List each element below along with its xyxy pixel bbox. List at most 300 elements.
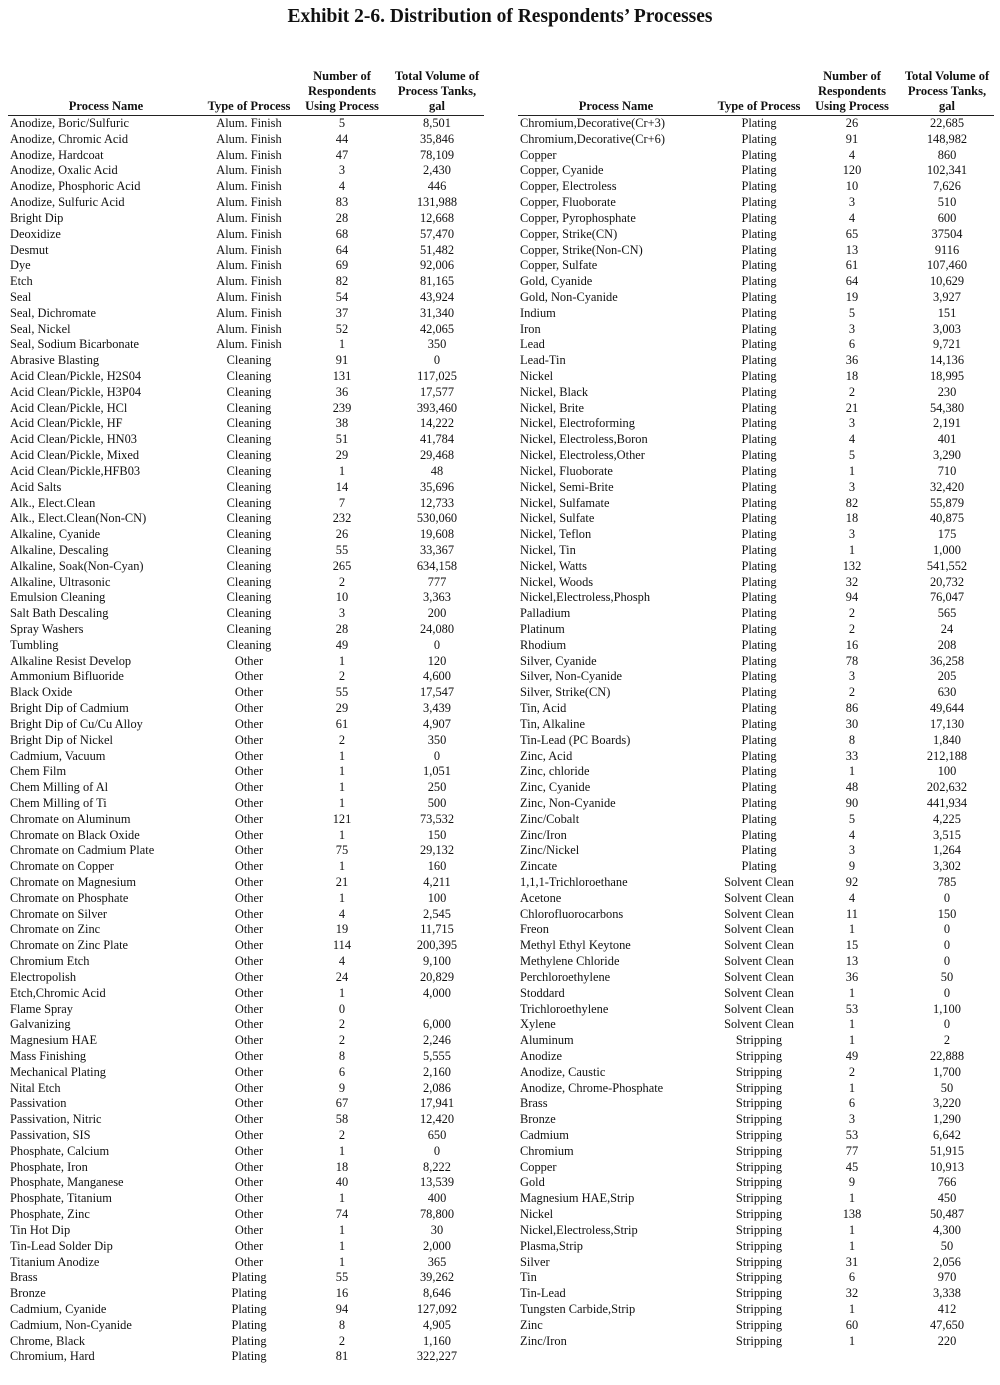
respondents-count-cell: 4 (848, 147, 856, 162)
respondents-count-cell: 58 (335, 1112, 349, 1127)
tank-volume-cell: 30 (430, 1222, 444, 1237)
respondents-count-cell: 2 (338, 732, 346, 747)
process-name-cell: Nickel (520, 369, 554, 383)
process-name-cell: Black Oxide (10, 685, 73, 700)
respondents-count-cell: 10 (335, 590, 349, 605)
tank-volume-cell: 55,879 (929, 495, 965, 510)
respondents-count-cell: 1 (338, 463, 346, 478)
process-name-cell: Nickel, Tin (520, 542, 576, 557)
table-row (8, 179, 484, 195)
respondents-count-cell: 4 (338, 906, 346, 921)
table-row (518, 543, 994, 559)
tank-volume-cell: 4,300 (933, 1222, 961, 1237)
table-row (8, 938, 484, 954)
process-name-cell: Copper (520, 147, 557, 162)
tank-volume-cell: 9,100 (423, 954, 451, 969)
process-type-cell: Other (234, 653, 264, 668)
table-row (8, 1349, 484, 1365)
respondents-count-cell: 4 (848, 210, 856, 225)
respondents-count-cell: 5 (338, 116, 346, 130)
process-name-cell: Acid Salts (10, 479, 62, 494)
table-row (8, 717, 484, 733)
process-name-cell: Nickel, Electroless,Other (520, 448, 645, 463)
col-header-volume: Total Volume of Process Tanks, gal (900, 66, 994, 116)
table-row (8, 907, 484, 923)
respondents-count-cell: 1 (338, 1254, 346, 1269)
process-name-cell: Bright Dip of Cadmium (10, 701, 129, 716)
table-row (8, 1002, 484, 1018)
process-table-right (518, 66, 994, 1349)
respondents-count-cell: 6 (848, 1270, 856, 1285)
respondents-count-cell: 61 (845, 258, 859, 273)
process-name-cell: Chromium, Hard (10, 1349, 95, 1364)
process-name-cell: Mass Finishing (10, 1048, 87, 1063)
tank-volume-cell: 17,941 (419, 1096, 455, 1111)
table-row (518, 432, 994, 448)
respondents-count-cell: 1 (848, 463, 856, 478)
tank-volume-cell: 32,420 (929, 479, 965, 494)
tank-volume-cell: 6,642 (933, 1128, 961, 1142)
tank-volume-cell: 3,338 (933, 1286, 961, 1301)
table-row (8, 891, 484, 907)
tank-volume-cell: 13,539 (419, 1175, 455, 1190)
tank-volume-cell: 9,721 (933, 337, 961, 352)
process-name-cell: Seal, Nickel (10, 321, 71, 336)
process-type-cell: Cleaning (226, 479, 272, 494)
process-type-cell: Solvent Clean (724, 1001, 794, 1016)
respondents-count-cell: 74 (335, 1207, 349, 1222)
process-type-cell: Stripping (735, 1048, 783, 1063)
process-type-cell: Plating (741, 226, 777, 241)
respondents-count-cell: 3 (338, 606, 346, 621)
process-name-cell: Cadmium (520, 1128, 569, 1142)
respondents-count-cell: 32 (845, 1286, 859, 1301)
process-type-cell: Cleaning (226, 527, 272, 542)
tank-volume-cell: 785 (937, 875, 957, 889)
table-row (8, 859, 484, 875)
table-row (8, 1096, 484, 1112)
tank-volume-cell: 3,302 (933, 859, 961, 874)
table-row (518, 922, 994, 938)
respondents-count-cell: 1 (338, 748, 346, 763)
table-row (518, 1302, 994, 1318)
tank-volume-cell: 50 (940, 969, 954, 984)
tank-volume-cell: 43,924 (419, 289, 455, 304)
process-type-cell: Alum. Finish (216, 210, 282, 225)
process-type-cell: Plating (741, 511, 777, 526)
process-type-cell: Other (234, 669, 264, 684)
respondents-count-cell: 120 (842, 163, 862, 178)
table-row (518, 622, 994, 638)
process-name-cell: 1,1,1-Trichloroethane (520, 875, 628, 889)
table-row (8, 1112, 484, 1128)
table-row (8, 954, 484, 970)
process-type-cell: Plating (741, 843, 777, 858)
respondents-count-cell: 3 (848, 527, 856, 542)
table-row (518, 938, 994, 954)
respondents-count-cell: 2 (338, 669, 346, 684)
table-row (518, 1318, 994, 1334)
tank-volume-cell: 50,487 (929, 1207, 965, 1222)
table-row (518, 828, 994, 844)
tank-volume-cell: 51,915 (929, 1143, 965, 1158)
table-row (8, 385, 484, 401)
process-name-cell: Acetone (520, 890, 562, 905)
tank-volume-cell: 200 (427, 606, 447, 621)
process-name-cell: Passivation, SIS (10, 1128, 91, 1142)
process-name-cell: Alkaline, Cyanide (10, 527, 101, 542)
tank-volume-cell: 3,003 (933, 321, 961, 336)
tank-volume-cell: 7,626 (933, 179, 961, 194)
table-row (8, 1286, 484, 1302)
respondents-count-cell: 26 (845, 116, 859, 130)
process-type-cell: Plating (741, 384, 777, 399)
process-name-cell: Phosphate, Iron (10, 1159, 88, 1174)
tank-volume-cell: 350 (427, 337, 447, 352)
process-type-cell: Plating (741, 622, 777, 636)
respondents-count-cell: 36 (845, 969, 859, 984)
process-type-cell: Solvent Clean (724, 922, 794, 937)
tank-volume-cell: 4,600 (423, 669, 451, 684)
process-name-cell: Acid Clean/Pickle, H2S04 (10, 369, 142, 383)
tank-volume-cell: 777 (427, 574, 447, 589)
respondents-count-cell: 131 (332, 369, 352, 383)
tank-volume-cell: 81,165 (419, 274, 455, 289)
respondents-count-cell: 2 (848, 685, 856, 700)
process-type-cell: Other (234, 1175, 264, 1190)
respondents-count-cell: 75 (335, 843, 349, 858)
process-type-cell: Cleaning (226, 495, 272, 510)
process-type-cell: Other (234, 811, 264, 826)
process-name-cell: Zinc, Acid (520, 748, 573, 763)
table-row (518, 1255, 994, 1271)
tank-volume-cell: 175 (937, 527, 957, 542)
respondents-count-cell: 1 (848, 1238, 856, 1253)
process-type-cell: Plating (741, 764, 777, 779)
process-type-cell: Other (234, 1064, 264, 1079)
process-name-cell: Gold, Non-Cyanide (520, 289, 618, 304)
process-type-cell: Solvent Clean (724, 954, 794, 969)
process-name-cell: Chromate on Copper (10, 859, 114, 874)
process-name-cell: Nickel, Sulfamate (520, 495, 610, 510)
respondents-count-cell: 26 (335, 527, 349, 542)
tank-volume-cell: 441,934 (926, 795, 968, 810)
process-name-cell: Xylene (520, 1017, 556, 1032)
tank-volume-cell: 22,888 (929, 1048, 965, 1063)
tank-volume-cell: 14,136 (929, 353, 965, 368)
process-name-cell: Chem Film (10, 764, 67, 779)
process-name-cell: Brass (10, 1270, 38, 1285)
table-row (8, 1128, 484, 1144)
table-row (8, 258, 484, 274)
process-name-cell: Passivation (10, 1096, 67, 1111)
process-name-cell: Copper, Strike(CN) (520, 226, 618, 241)
respondents-count-cell: 36 (335, 384, 349, 399)
table-row (518, 211, 994, 227)
process-type-cell: Cleaning (226, 432, 272, 447)
process-name-cell: Tin (520, 1270, 537, 1285)
process-name-cell: Acid Clean/Pickle,HFB03 (10, 463, 141, 478)
table-row (518, 1239, 994, 1255)
process-name-cell: Anodize (520, 1048, 562, 1063)
process-name-cell: Tin, Acid (520, 701, 567, 716)
tank-volume-cell: 102,341 (926, 163, 968, 178)
respondents-count-cell: 24 (335, 969, 349, 984)
process-name-cell: Nickel, Woods (520, 574, 594, 589)
process-type-cell: Other (234, 1033, 264, 1048)
respondents-count-cell: 60 (845, 1317, 859, 1332)
process-type-cell: Plating (741, 289, 777, 304)
tank-volume-cell: 29,468 (419, 448, 455, 463)
process-name-cell: Acid Clean/Pickle, HN03 (10, 432, 137, 447)
process-type-cell: Plating (741, 448, 777, 463)
tank-volume-cell: 35,846 (419, 131, 455, 146)
process-type-cell: Plating (741, 305, 777, 320)
tank-volume-cell: 400 (427, 1191, 447, 1206)
respondents-count-cell: 1 (338, 1222, 346, 1237)
table-row (518, 638, 994, 654)
tank-volume-cell: 230 (937, 384, 957, 399)
process-type-cell: Solvent Clean (724, 890, 794, 905)
tank-volume-cell: 2,545 (423, 906, 451, 921)
process-type-cell: Plating (741, 637, 777, 652)
process-type-cell: Cleaning (226, 400, 272, 415)
process-type-cell: Plating (741, 590, 777, 605)
table-row (8, 986, 484, 1002)
tank-volume-cell: 14,222 (419, 416, 455, 431)
tank-volume-cell: 100 (427, 890, 447, 905)
process-name-cell: Nickel, Electroforming (520, 416, 635, 431)
process-name-cell: Methylene Chloride (520, 954, 620, 969)
respondents-count-cell: 2 (338, 1033, 346, 1048)
process-type-cell: Other (234, 795, 264, 810)
table-row (8, 401, 484, 417)
respondents-count-cell: 86 (845, 701, 859, 716)
process-type-cell: Other (234, 1048, 264, 1063)
process-type-cell: Other (234, 1238, 264, 1253)
table-row (8, 448, 484, 464)
process-type-cell: Plating (741, 606, 777, 621)
table-row (518, 749, 994, 765)
table-row (518, 1081, 994, 1097)
respondents-count-cell: 81 (335, 1349, 349, 1364)
table-row (8, 701, 484, 717)
process-name-cell: Magnesium HAE,Strip (520, 1191, 635, 1206)
process-type-cell: Cleaning (226, 637, 272, 652)
tank-volume-cell: 39,262 (419, 1270, 455, 1285)
respondents-count-cell: 1 (848, 922, 856, 937)
tank-volume-cell: 29,132 (419, 843, 455, 858)
table-row (518, 243, 994, 259)
respondents-count-cell: 82 (335, 274, 349, 289)
process-name-cell: Bronze (520, 1112, 556, 1127)
tank-volume-cell: 24 (940, 622, 954, 636)
respondents-count-cell: 4 (338, 179, 346, 194)
process-name-cell: Platinum (520, 622, 565, 636)
process-type-cell: Alum. Finish (216, 289, 282, 304)
process-type-cell: Stripping (735, 1317, 783, 1332)
process-type-cell: Plating (741, 131, 777, 146)
process-type-cell: Plating (741, 542, 777, 557)
process-name-cell: Electropolish (10, 969, 77, 984)
respondents-count-cell: 82 (845, 495, 859, 510)
process-name-cell: Alk., Elect.Clean (10, 495, 96, 510)
process-name-cell: Nickel,Electroless,Phosph (520, 590, 651, 605)
table-row (518, 1128, 994, 1144)
tank-volume-cell: 41,784 (419, 432, 455, 447)
table-row (518, 859, 994, 875)
respondents-count-cell: 47 (335, 147, 349, 162)
table-row (518, 148, 994, 164)
process-name-cell: Anodize, Chromic Acid (10, 131, 129, 146)
process-name-cell: Trichloroethylene (520, 1001, 609, 1016)
tank-volume-cell: 0 (433, 748, 441, 763)
table-row (518, 590, 994, 606)
tank-volume-cell: 2,056 (933, 1254, 961, 1269)
process-name-cell: Zinc/Cobalt (520, 811, 580, 826)
respondents-count-cell: 3 (848, 1112, 856, 1127)
respondents-count-cell: 1 (338, 764, 346, 779)
process-type-cell: Plating (741, 859, 777, 874)
respondents-count-cell: 1 (848, 1033, 856, 1048)
process-name-cell: Anodize, Sulfuric Acid (10, 195, 125, 210)
respondents-count-cell: 90 (845, 795, 859, 810)
table-row (518, 685, 994, 701)
respondents-count-cell: 2 (338, 1017, 346, 1032)
respondents-count-cell: 9 (338, 1080, 346, 1095)
table-row (518, 954, 994, 970)
process-type-cell: Solvent Clean (724, 906, 794, 921)
respondents-count-cell: 1 (338, 780, 346, 795)
respondents-count-cell: 1 (848, 1301, 856, 1316)
tank-volume-cell: 6,000 (423, 1017, 451, 1032)
tank-volume-cell: 49,644 (929, 701, 965, 716)
respondents-count-cell: 9 (848, 859, 856, 874)
respondents-count-cell: 8 (338, 1048, 346, 1063)
respondents-count-cell: 1 (848, 542, 856, 557)
respondents-count-cell: 64 (845, 274, 859, 289)
table-row (518, 322, 994, 338)
process-name-cell: Anodize, Caustic (520, 1064, 606, 1079)
table-row (8, 1160, 484, 1176)
tank-volume-cell: 100 (937, 764, 957, 779)
tank-volume-cell: 117,025 (417, 369, 457, 383)
process-type-cell: Plating (231, 1286, 267, 1301)
process-name-cell: Zinc (520, 1317, 543, 1332)
process-type-cell: Stripping (735, 1270, 783, 1285)
respondents-count-cell: 1 (338, 859, 346, 874)
table-row (518, 986, 994, 1002)
tank-volume-cell: 8,222 (423, 1159, 451, 1174)
table-row (8, 337, 484, 353)
tank-volume-cell: 2,430 (423, 163, 451, 178)
process-name-cell: Titanium Anodize (10, 1254, 100, 1269)
process-name-cell: Nickel, Semi-Brite (520, 479, 614, 494)
process-name-cell: Copper, Fluoborate (520, 195, 616, 210)
respondents-count-cell: 132 (842, 558, 862, 573)
table-row (8, 1175, 484, 1191)
process-name-cell: Zinc, Non-Cyanide (520, 795, 616, 810)
tank-volume-cell: 412 (937, 1301, 957, 1316)
col-header-type: Type of Process (204, 66, 294, 116)
process-type-cell: Other (234, 843, 264, 858)
tank-volume-cell: 131,988 (416, 195, 458, 210)
respondents-count-cell: 49 (845, 1048, 859, 1063)
process-name-cell: Nickel, Fluoborate (520, 463, 613, 478)
table-row (8, 116, 484, 132)
process-type-cell: Stripping (735, 1096, 783, 1111)
tank-volume-cell (390, 1002, 484, 1018)
process-type-cell: Plating (741, 495, 777, 510)
table-row (8, 527, 484, 543)
tank-volume-cell: 530,060 (416, 511, 458, 526)
respondents-count-cell: 33 (845, 748, 859, 763)
table-row (518, 701, 994, 717)
process-name-cell: Chem Milling of Al (10, 780, 109, 795)
table-row (518, 385, 994, 401)
process-type-cell: Plating (741, 369, 777, 383)
table-row (518, 274, 994, 290)
table-row (8, 733, 484, 749)
process-name-cell: Chromium Etch (10, 954, 90, 969)
tank-volume-cell: 1,700 (933, 1064, 961, 1079)
table-row (518, 337, 994, 353)
tank-volume-cell: 1,000 (933, 542, 961, 557)
table-row (8, 211, 484, 227)
process-name-cell: Silver (520, 1254, 550, 1269)
respondents-count-cell: 1 (338, 653, 346, 668)
table-row (518, 970, 994, 986)
process-type-cell: Other (234, 1143, 264, 1158)
process-name-cell: Lead-Tin (520, 353, 566, 368)
process-name-cell: Zinc, Cyanide (520, 780, 591, 795)
process-type-cell: Stripping (735, 1033, 783, 1048)
process-type-cell: Stripping (735, 1159, 783, 1174)
process-name-cell: Tumbling (10, 637, 59, 652)
process-name-cell: Copper, Electroless (520, 179, 617, 194)
process-name-cell: Silver, Cyanide (520, 653, 597, 668)
respondents-count-cell: 6 (848, 337, 856, 352)
process-type-cell: Solvent Clean (724, 985, 794, 1000)
respondents-count-cell: 8 (848, 732, 856, 747)
tank-volume-cell: 0 (943, 938, 951, 953)
process-name-cell: Ammonium Bifluoride (10, 669, 124, 684)
table-row (8, 970, 484, 986)
respondents-count-cell: 38 (335, 416, 349, 431)
tank-volume-cell: 33,367 (419, 542, 455, 557)
table-row (518, 1334, 994, 1350)
respondents-count-cell: 1 (338, 1143, 346, 1158)
tank-volume-cell: 42,065 (419, 321, 455, 336)
respondents-count-cell: 29 (335, 448, 349, 463)
tank-volume-cell: 3,439 (423, 701, 451, 716)
respondents-count-cell: 3 (848, 843, 856, 858)
tank-volume-cell: 0 (943, 890, 951, 905)
respondents-count-cell: 1 (848, 1333, 856, 1348)
process-type-cell: Plating (741, 321, 777, 336)
process-type-cell: Other (234, 1080, 264, 1095)
process-type-cell: Other (234, 890, 264, 905)
tank-volume-cell: 47,650 (929, 1317, 965, 1332)
process-type-cell: Other (234, 1128, 264, 1142)
process-name-cell: Magnesium HAE (10, 1033, 98, 1048)
process-type-cell: Other (234, 748, 264, 763)
tank-volume-cell: 1,840 (933, 732, 961, 747)
tank-volume-cell: 1,264 (933, 843, 961, 858)
process-type-cell: Plating (741, 811, 777, 826)
process-name-cell: Anodize, Boric/Sulfuric (10, 116, 130, 130)
process-name-cell: Phosphate, Titanium (10, 1191, 112, 1206)
